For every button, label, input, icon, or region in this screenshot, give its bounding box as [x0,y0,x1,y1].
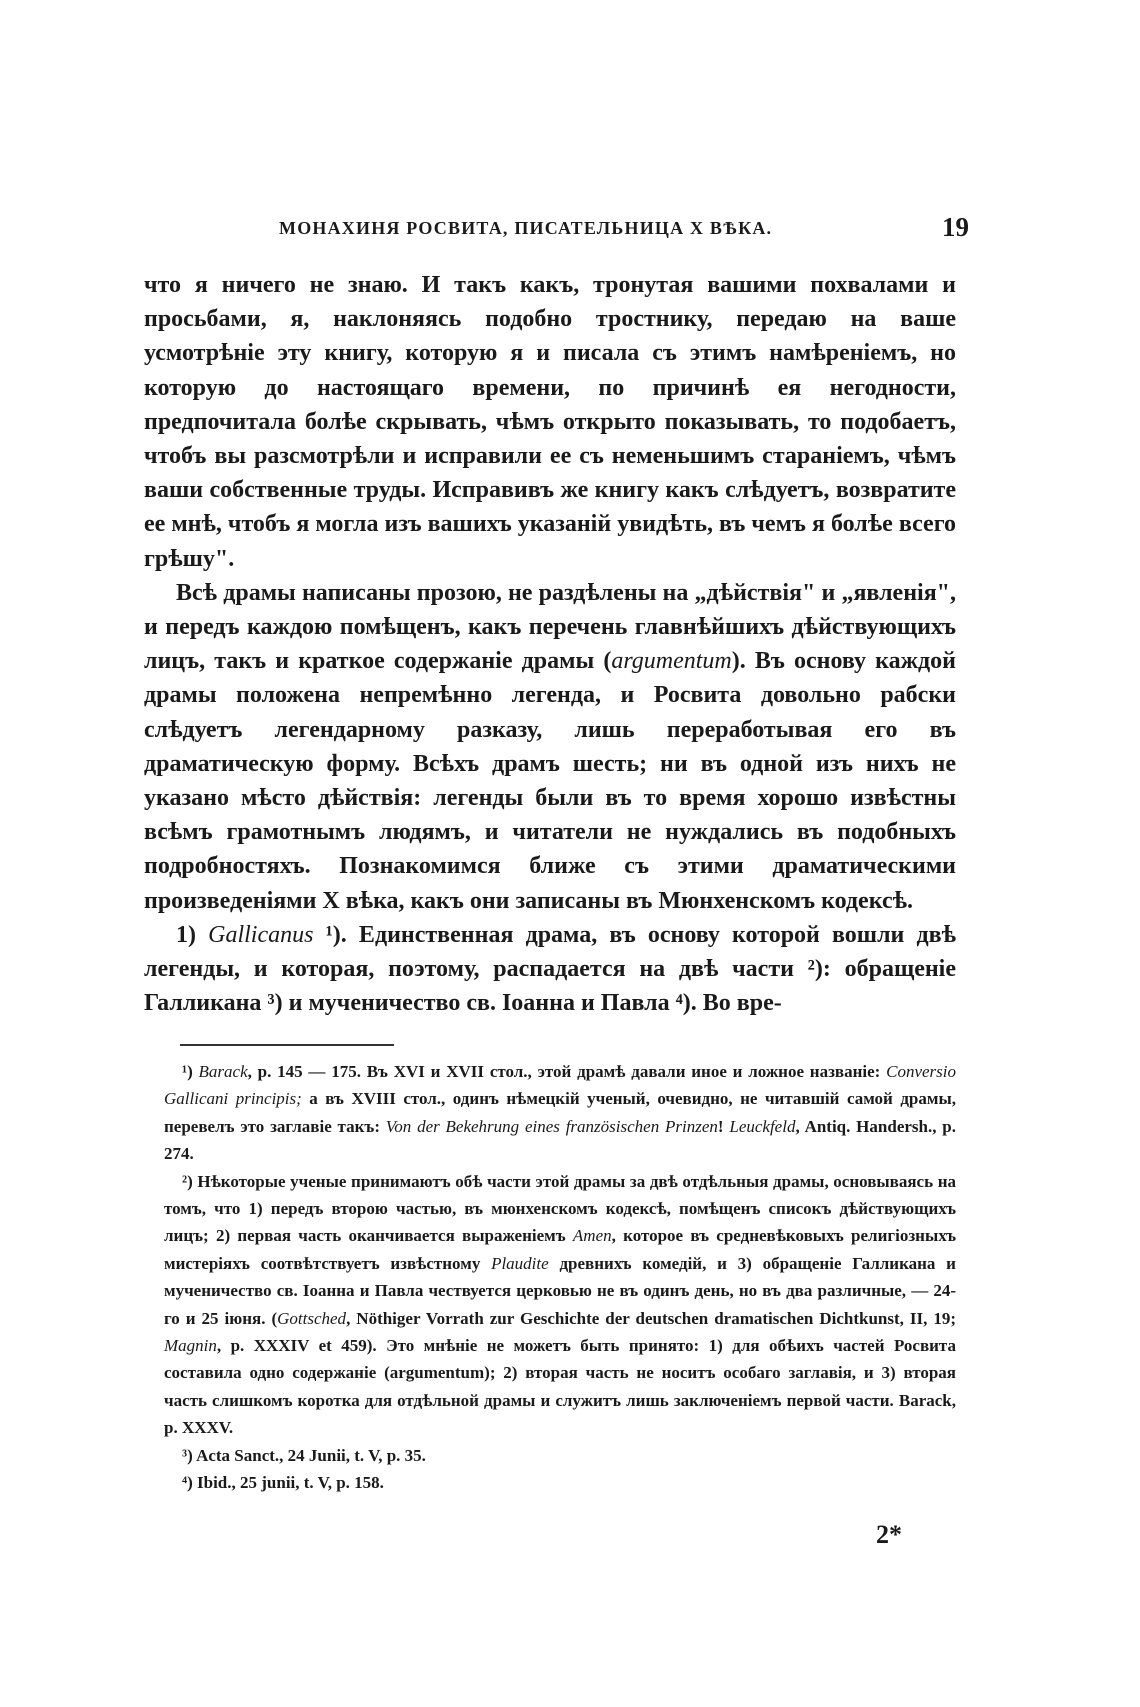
paragraph-3-text: ¹). Единственная драма, въ основу которой вошли двѣ легенды, и которая, поэтому, распадается на двѣ части ²): обращеніе Галликана ³) и мученичество св. Іоанна и Павла ⁴). Во вре- [144,921,957,1017]
footnote-1 [164,1058,956,1168]
footnote-1-text-e: , Antiq. Handersh., p. 274. [164,1116,956,1164]
footnote-2-text-d: , Nöthiger Vorrath zur Geschichte der deutschen dramatischen Dichtkunst, II, 19; [346,1308,956,1328]
running-title: МОНАХИНЯ РОСВИТА, ПИСАТЕЛЬНИЦА X ВѢКА. [279,218,773,238]
footnote-3: ³) Acta Sanct., 24 Junii, t. V, p. 35. [182,1445,426,1465]
page-number: 19 [942,212,969,242]
footnote-2-gottsched: Gottsched [277,1308,347,1328]
running-head [279,212,969,252]
footnote-2-text-a: ²) Нѣкоторые ученые принимаютъ обѣ части этой драмы за двѣ отдѣльныя драмы, основываясь на томъ, что 1) передъ второю частью, въ мюнхенскомъ кодексѣ, помѣщенъ списокъ дѣйствующихъ лицъ; 2) первая часть оканчивается выраженіемъ [164,1171,956,1246]
paragraph-3-title: Gallicanus [208,921,314,948]
paragraph-2-argumentum: argumentum [611,648,732,675]
footnote-2-text-e: , p. XXXIV et 459). Это мнѣніе не можетъ быть принято: 1) для обѣихъ частей Росвита составила одно содержаніе (argumentum); 2) вторая часть не носитъ особаго заглавія, и 3) вторая часть слишкомъ коротка для отдѣльной драмы и служитъ лишь заключеніемъ первой части. Barack, p. XXXV. [164,1336,956,1438]
footnotes [164,1058,956,1497]
signature-mark: 2* [876,1520,902,1549]
footnote-2-text-b: , которое въ средневѣковыхъ религіозныхъ мистеріяхъ соотвѣтствуетъ извѣстному [164,1226,956,1273]
footnote-1-text-c: а въ XVIII стол., одинъ нѣмецкій ученый, очевидно, не читавшій самой драмы, перевелъ это заглавіе такъ: [164,1089,956,1136]
footnote-2 [164,1168,956,1442]
paragraph-2-text-a: Всѣ драмы написаны прозою, не раздѣлены на „дѣйствія" и „явленія", и передъ каждою помѣщенъ, какъ перечень главнѣйшихъ дѣйствующихъ лицъ, такъ и краткое содержаніе драмы ( [144,579,956,675]
footnote-1-leuckfeld: Leuckfeld [729,1116,796,1136]
footnote-1-text-d: ! [717,1116,730,1136]
footnote-2-plaudite: Plaudite [491,1253,549,1273]
footnote-1-conversio: Conversio Gallicani principis; [164,1062,956,1109]
footnote-1-author: Barack [198,1062,248,1081]
paragraph-1: что я ничего не знаю. И такъ какъ, тронутая вашими похвалами и просьбами, я, наклоняясь подобно тростнику, передаю на ваше усмотрѣніе эту книгу, которую я и писала съ этимъ намѣреніемъ, но которую до настоящаго времени, по причинѣ ея негодности, предпочитала болѣе скрывать, чѣмъ открыто показывать, то подобаетъ, чтобъ вы разсмотрѣли и исправили ее съ неменьшимъ стараніемъ, чѣмъ ваши собственные труды. Исправивъ же книгу какъ слѣдуетъ, возвратите ее мнѣ, чтобъ я могла изъ вашихъ указаній увидѣть, въ чемъ я болѣе всего грѣшу". [144,272,956,572]
footnote-2-magnin: Magnin [164,1336,217,1356]
paragraph-2 [144,576,956,918]
footnote-2-text-c: древнихъ комедій, и 3) обращеніе Галликана и мученичество св. Іоанна и Павла чествуется церковью не въ одинъ день, но въ два различные, — 24-го и 25 іюня. ( [164,1253,956,1328]
footnote-1-marker: ¹) [182,1062,199,1081]
paragraph-3 [144,918,956,1021]
footnote-divider [180,1044,394,1046]
footnote-4: ⁴) Ibid., 25 junii, t. V, p. 158. [182,1473,384,1493]
footnote-1-german-title: Von der Bekehrung eines französischen Prinzen [385,1116,718,1136]
paragraph-2-text-b: ). Въ основу каждой драмы положена непремѣнно легенда, и Росвита довольно рабски слѣдуетъ легендарному разказу, лишь переработывая его въ драматическую форму. Всѣхъ драмъ шесть; ни въ одной изъ нихъ не указано мѣсто дѣйствія: легенды были въ то время хорошо извѣстны всѣмъ грамотнымъ людямъ, и читатели не нуждались въ подобныхъ подробностяхъ. Познакомимся ближе съ этими драматическими произведеніями X вѣка, какъ они записаны въ Мюнхенскомъ кодексѣ. [144,648,956,914]
footnote-1-text-b: , p. 145 — 175. Въ XVI и XVII стол., этой драмѣ давали иное и ложное названіе: [247,1062,887,1081]
footnote-2-amen: Amen [572,1226,612,1246]
paragraph-3-number: 1) [176,921,209,948]
main-text [144,268,956,1020]
